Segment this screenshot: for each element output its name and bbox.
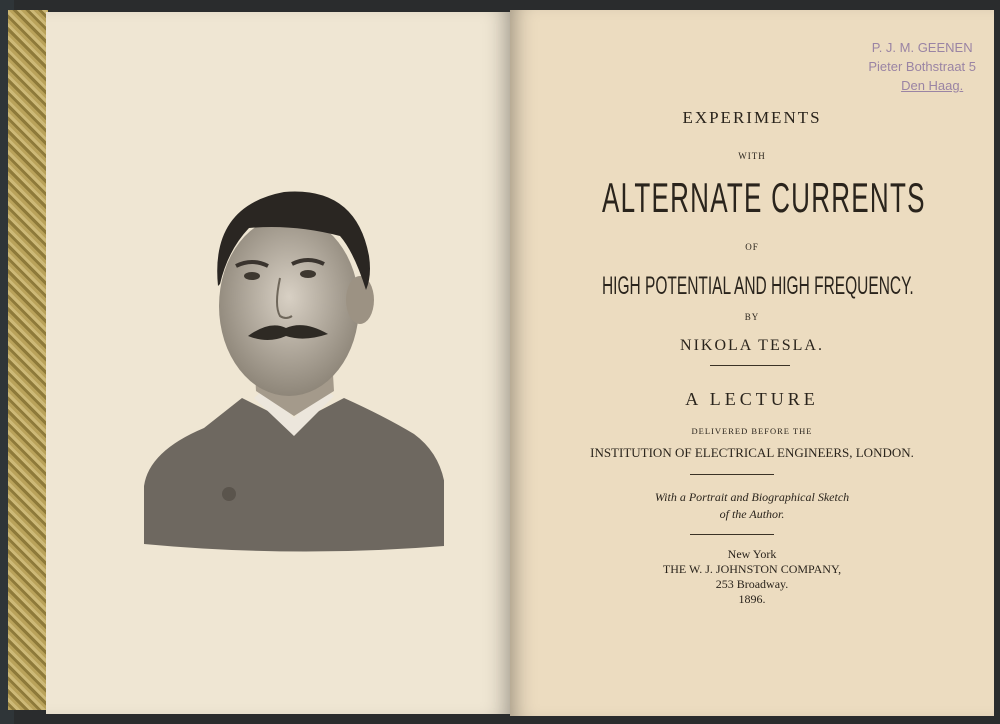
stamp-line-1: P. J. M. GEENEN (871, 40, 973, 55)
title-high-potential: HIGH POTENTIAL AND HIGH FREQUENCY. (601, 272, 914, 300)
title-of: OF (745, 242, 759, 252)
author-name: NIKOLA TESLA. (680, 337, 824, 354)
imprint-city: New York (727, 547, 777, 561)
lecture-institution: INSTITUTION OF ELECTRICAL ENGINEERS, LONDON. (590, 445, 914, 460)
divider-rule (710, 365, 790, 366)
imprint-address: 253 Broadway. (715, 577, 789, 591)
ownership-stamp (868, 38, 976, 95)
imprint-year: 1896. (738, 592, 766, 606)
right-page (510, 10, 994, 716)
divider-rule (690, 534, 774, 535)
marbled-edge (8, 10, 48, 710)
lecture-heading: A LECTURE (685, 389, 819, 409)
stamp-line-2: Pieter Bothstraat 5 (868, 59, 976, 74)
portrait-note-line-2: of the Author. (719, 507, 785, 521)
title-by: BY (744, 312, 760, 322)
author-portrait (144, 166, 444, 552)
title-experiments: EXPERIMENTS (682, 108, 822, 127)
portrait-note-line-1: With a Portrait and Biographical Sketch (654, 490, 850, 504)
lecture-delivered: DELIVERED BEFORE THE (691, 426, 813, 436)
title-with: WITH (738, 151, 766, 161)
imprint-publisher: THE W. J. JOHNSTON COMPANY, (662, 562, 842, 576)
stamp-line-3: Den Haag. (901, 78, 964, 93)
divider-rule (690, 474, 774, 475)
title-alternate-currents: ALTERNATE CURRENTS (601, 174, 926, 221)
left-page (46, 12, 510, 714)
